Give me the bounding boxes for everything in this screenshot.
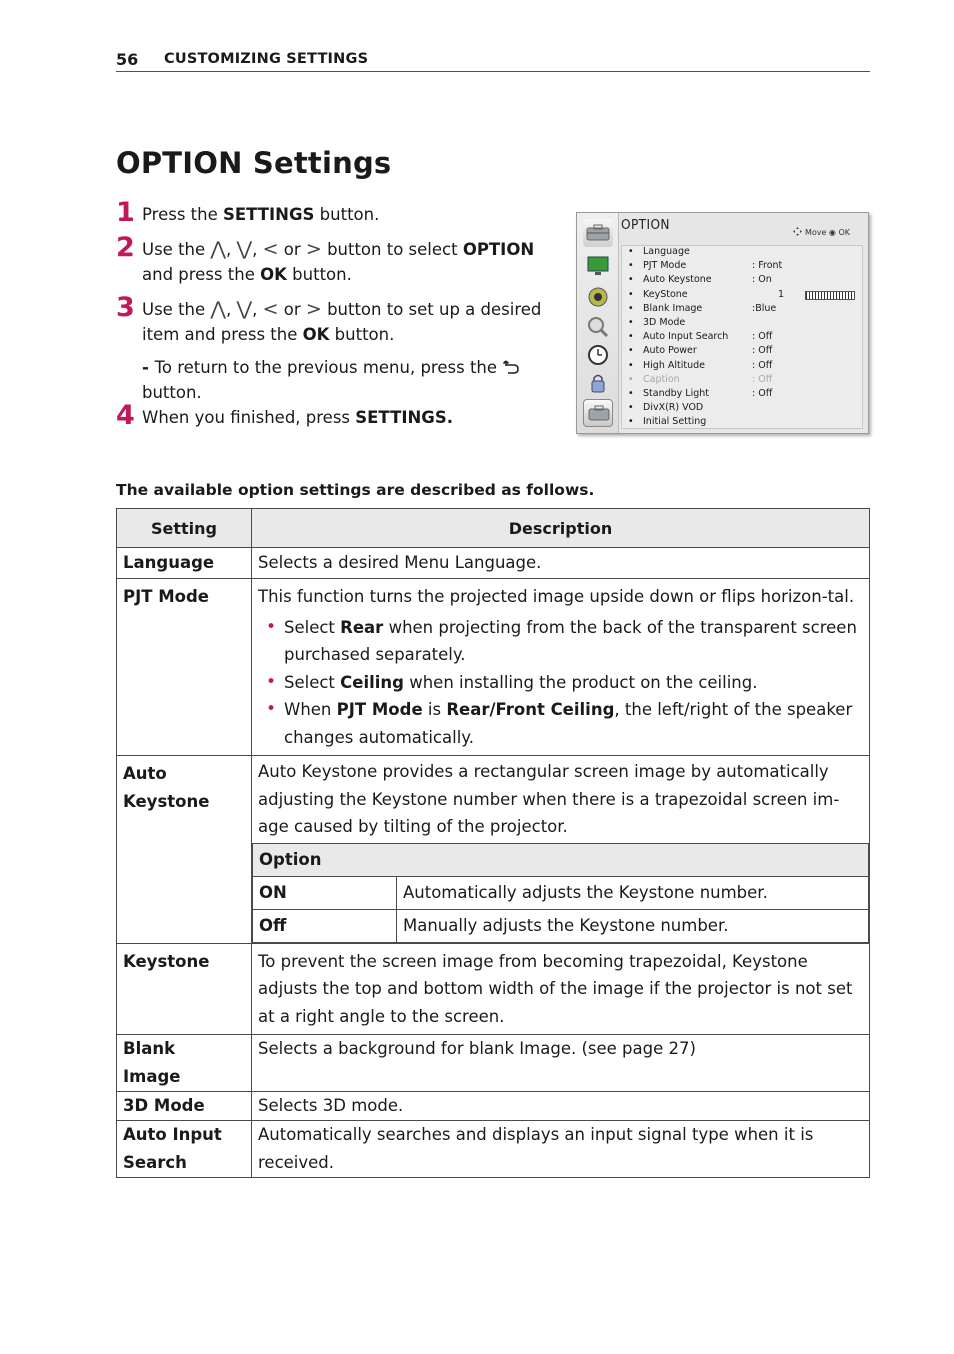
text: is	[422, 700, 447, 719]
keystone-slider[interactable]	[805, 291, 855, 300]
back-icon	[502, 359, 520, 375]
osd-item-label: 3D Mode	[643, 317, 686, 328]
bullet: •	[628, 345, 634, 357]
steps-list	[116, 197, 571, 431]
text: Select	[284, 617, 341, 637]
text: Image	[123, 1067, 181, 1086]
osd-list	[621, 245, 863, 429]
bold-text: PJT Mode	[336, 700, 423, 719]
page-number: 56	[116, 50, 139, 69]
setting-name: Language	[117, 548, 252, 579]
bullet: •	[628, 274, 634, 286]
left-arrow-icon: <	[262, 238, 279, 260]
clock-icon	[583, 341, 613, 369]
toolbox-icon	[583, 219, 613, 247]
step-bold: OPTION	[462, 240, 535, 259]
text: Blank	[123, 1039, 176, 1058]
osd-menu-item[interactable]	[622, 273, 862, 287]
osd-item-label: High Altitude	[643, 359, 705, 371]
table-row	[117, 756, 870, 944]
search-icon	[583, 313, 613, 341]
bullet: •	[628, 359, 634, 371]
audio-icon	[583, 283, 613, 311]
osd-item-label: PJT Mode	[643, 260, 687, 272]
bullet: •	[628, 331, 634, 343]
osd-item-value: : Off	[752, 331, 773, 343]
step-4	[116, 400, 571, 431]
text: Search	[123, 1153, 187, 1172]
bullet: •	[628, 416, 634, 428]
osd-menu-item[interactable]	[622, 245, 862, 259]
step-number: 2	[116, 232, 135, 263]
page-title: OPTION Settings	[116, 146, 392, 180]
bullet: •	[628, 373, 634, 385]
bullet: •	[628, 388, 634, 399]
text: Select	[284, 672, 341, 692]
option-off-label: Off	[253, 909, 397, 942]
text: when projecting from the back of the transparent screen	[383, 617, 857, 637]
note-text: To return to the previous menu, press the	[154, 358, 503, 377]
step-number: 1	[116, 197, 135, 228]
step-text: button to select	[327, 240, 463, 259]
step-bold: OK	[302, 325, 330, 344]
osd-menu-item[interactable]	[622, 344, 862, 358]
setting-name	[117, 756, 252, 944]
table-row	[117, 548, 870, 579]
step-text: or	[278, 240, 306, 259]
setting-description: Selects a background for blank Image. (see page 27)	[252, 1035, 870, 1092]
osd-menu-item[interactable]	[622, 288, 862, 302]
header-setting: Setting	[117, 509, 252, 548]
osd-menu-item[interactable]	[622, 401, 862, 415]
bullet: •	[628, 302, 634, 314]
option-header: Option	[253, 843, 869, 876]
step-number: 3	[116, 292, 135, 323]
left-arrow-icon: <	[262, 298, 279, 320]
setting-description: Selects 3D mode.	[252, 1092, 870, 1121]
bullet: •	[628, 288, 634, 300]
option-off-desc: Manually adjusts the Keystone number.	[397, 909, 869, 942]
section-title: CUSTOMIZING SETTINGS	[164, 51, 369, 67]
header-description: Description	[252, 509, 870, 548]
osd-item-value: : Front	[752, 260, 783, 272]
osd-menu-item[interactable]	[622, 302, 862, 316]
option-on-label: ON	[253, 876, 397, 909]
right-arrow-icon: >	[305, 298, 322, 320]
osd-item-value: : On	[752, 274, 772, 286]
osd-sidebar	[577, 213, 619, 433]
down-arrow-icon: ⋁	[236, 298, 253, 320]
step-text: Use the	[142, 300, 211, 319]
text: Auto Input	[123, 1125, 222, 1144]
text: Keystone	[123, 792, 210, 811]
osd-hint-text: Move ◉ OK	[804, 228, 850, 237]
osd-item-value: :Blue	[752, 302, 777, 314]
comma: ,	[226, 300, 232, 319]
osd-item-label: Auto Power	[643, 345, 697, 357]
text: When	[284, 700, 337, 719]
osd-item-label: Caption	[643, 373, 680, 385]
osd-menu-item[interactable]	[622, 415, 862, 429]
osd-item-label: KeyStone	[643, 288, 688, 300]
table-row	[117, 579, 870, 756]
osd-menu-item[interactable]	[622, 259, 862, 273]
table-row	[117, 1121, 870, 1178]
osd-item-label: Blank Image	[643, 302, 703, 314]
step-text: Press the	[142, 205, 223, 224]
bold-text: Rear/Front Ceiling	[446, 700, 615, 719]
step-text: button to set up a desired item and press the	[142, 300, 542, 344]
osd-title: OPTION	[621, 217, 670, 233]
setting-description: To prevent the screen image from becoming trapezoidal, Keystone adjusts the top and bottom width of the image if the projector is not set at a right angle to the screen.	[252, 943, 870, 1035]
list-item	[258, 614, 863, 669]
bullet: •	[628, 317, 634, 328]
option-on-desc: Automatically adjusts the Keystone number.	[397, 876, 869, 909]
step-text: button.	[329, 325, 395, 344]
osd-menu-item[interactable]	[622, 316, 862, 330]
step-bold: OK	[260, 265, 287, 284]
setting-name: PJT Mode	[117, 579, 252, 756]
text: purchased separately.	[284, 645, 466, 664]
bullet: •	[628, 402, 634, 414]
step-text: and press the	[142, 265, 261, 284]
step-text: button.	[314, 205, 380, 224]
option-settings-table	[116, 508, 870, 1178]
osd-menu-item[interactable]	[622, 373, 862, 387]
down-arrow-icon: ⋁	[236, 238, 253, 260]
bold-text: Rear	[340, 617, 384, 637]
right-arrow-icon: >	[305, 238, 322, 260]
step-2	[116, 232, 571, 287]
step-number: 4	[116, 400, 135, 431]
bullet: •	[628, 260, 634, 272]
step-text: or	[278, 300, 306, 319]
osd-item-value: : Off	[752, 388, 773, 399]
table-row	[117, 1035, 870, 1092]
step-3	[116, 292, 571, 347]
osd-menu-item[interactable]	[622, 330, 862, 344]
osd-menu-item[interactable]	[622, 387, 862, 401]
picture-icon	[583, 251, 613, 279]
osd-item-label: Language	[643, 246, 690, 257]
move-arrows-icon	[793, 227, 802, 236]
table-row	[117, 1092, 870, 1121]
osd-item-label: Standby Light	[643, 388, 710, 399]
setting-description	[252, 579, 870, 756]
table-row	[117, 943, 870, 1035]
step-bold: SETTINGS.	[355, 408, 453, 427]
option-subtable	[252, 843, 869, 943]
osd-item-value: : Off	[752, 359, 773, 371]
comma: ,	[226, 240, 232, 259]
note-dash: -	[142, 358, 155, 377]
setting-name	[117, 1035, 252, 1092]
step-note	[116, 355, 571, 405]
setting-name: Keystone	[117, 943, 252, 1035]
setting-description: Automatically searches and displays an input signal type when it is received.	[252, 1121, 870, 1178]
description-text: This function turns the projected image upside down or flips horizon-tal.	[258, 587, 855, 606]
text: Auto	[123, 764, 167, 783]
osd-item-label: Auto Input Search	[643, 331, 729, 343]
osd-item-value: : Off	[752, 345, 773, 357]
up-arrow-icon: ⋀	[210, 238, 226, 260]
intro-text: The available option settings are described as follows.	[116, 481, 595, 499]
osd-item-label: Auto Keystone	[643, 274, 712, 286]
step-text: When you finished, press	[142, 408, 356, 427]
step-1	[116, 197, 571, 228]
step-bold: SETTINGS	[223, 205, 315, 224]
description-text: Auto Keystone provides a rectangular screen image by automatically adjusting the Keystone number when there is a trapezoidal screen im-age caused by tilting of the projector.	[258, 762, 840, 836]
osd-option-menu	[576, 212, 869, 434]
comma: ,	[252, 300, 258, 319]
step-text: Use the	[142, 240, 211, 259]
osd-item-value: : Off	[752, 373, 773, 385]
osd-menu-item[interactable]	[622, 359, 862, 373]
setting-description: Selects a desired Menu Language.	[252, 548, 870, 579]
text: when installing the product on the ceiling.	[403, 672, 758, 692]
option-icon	[583, 399, 613, 427]
note-text: button.	[142, 383, 202, 402]
osd-hint	[793, 227, 850, 237]
step-text: button.	[286, 265, 352, 284]
table-header-row	[117, 509, 870, 548]
setting-description	[252, 756, 870, 944]
comma: ,	[252, 240, 258, 259]
page-header	[116, 48, 870, 72]
lock-icon	[583, 369, 613, 397]
list-item	[258, 696, 863, 751]
osd-item-label: Initial Setting	[643, 416, 707, 428]
up-arrow-icon: ⋀	[210, 298, 226, 320]
setting-name: 3D Mode	[117, 1092, 252, 1121]
list-item	[258, 669, 863, 697]
text: , the left/right of the speaker changes automatically.	[284, 700, 853, 747]
osd-item-label: DivX(R) VOD	[643, 402, 704, 414]
setting-name	[117, 1121, 252, 1178]
bold-text: Ceiling	[340, 672, 404, 692]
bullet: •	[628, 246, 634, 257]
osd-item-value: 1	[778, 288, 785, 300]
